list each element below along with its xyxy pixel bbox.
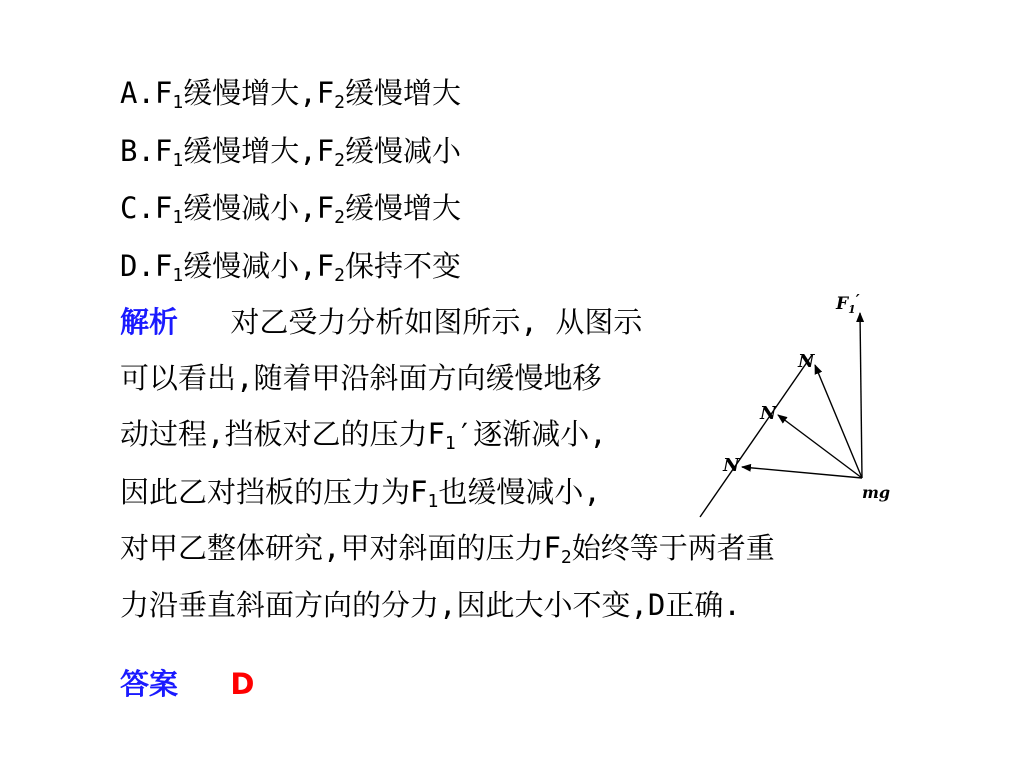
option-text: 缓慢增大 (345, 191, 462, 225)
analysis-line-6 (120, 585, 741, 625)
force-subscript: 2 (334, 92, 346, 113)
incline-line (700, 355, 812, 517)
option-text: 缓慢增大, (183, 134, 317, 168)
analysis-label: 解析 (120, 305, 179, 339)
analysis-text: ′逐渐减小, (455, 417, 607, 451)
n-label: N (760, 403, 777, 424)
option-text: 缓慢增大 (345, 76, 462, 110)
force-symbol: F (154, 134, 173, 168)
option-text: 缓慢增大, (183, 76, 317, 110)
f1-prime-vector (860, 313, 862, 478)
option-b (120, 131, 461, 171)
analysis-text: 始终等于两者重 (571, 531, 775, 565)
force-symbol: F (316, 191, 335, 225)
mg-label: mg (862, 483, 891, 502)
force-subscript: 1 (444, 433, 456, 454)
force-symbol: F (154, 249, 173, 283)
analysis-text: 力沿垂直斜面方向的分力,因此大小不变,D正确. (120, 588, 741, 622)
force-subscript: 1 (427, 491, 439, 512)
option-letter: B. (120, 134, 155, 168)
option-letter: D. (120, 249, 155, 283)
answer-value: D (230, 667, 255, 701)
analysis-line-2 (120, 358, 601, 398)
force-symbol: F (316, 134, 335, 168)
analysis-text: 动过程,挡板对乙的压力F (120, 417, 445, 451)
n-label: N (723, 455, 740, 476)
option-c (120, 188, 461, 228)
analysis-line-3 (120, 414, 607, 454)
f1-prime-label: $F_1'$ (836, 291, 860, 316)
option-letter: C. (120, 191, 155, 225)
analysis-text: 对乙受力分析如图所示, 从图示 (230, 305, 643, 339)
analysis-text: 对甲乙整体研究,甲对斜面的压力F (120, 531, 561, 565)
option-letter: A. (120, 76, 155, 110)
force-subscript: 2 (334, 265, 346, 286)
force-symbol: F (316, 249, 335, 283)
answer-line (120, 664, 254, 704)
force-subscript: 1 (172, 265, 184, 286)
force-subscript: 2 (334, 207, 346, 228)
option-text: 保持不变 (345, 249, 462, 283)
option-text: 缓慢减小, (183, 249, 317, 283)
analysis-text: 因此乙对挡板的压力为F (120, 475, 428, 509)
force-subscript: 2 (334, 150, 346, 171)
force-diagram (690, 285, 920, 525)
force-symbol: F (154, 76, 173, 110)
analysis-line-1 (120, 302, 642, 342)
normal-force-vector (742, 467, 862, 478)
option-text: 缓慢减小, (183, 191, 317, 225)
option-text: 缓慢减小 (345, 134, 462, 168)
force-subscript: 1 (172, 92, 184, 113)
analysis-text: 可以看出,随着甲沿斜面方向缓慢地移 (120, 361, 602, 395)
analysis-line-5 (120, 528, 775, 568)
force-subscript: 2 (560, 547, 572, 568)
force-subscript: 1 (172, 207, 184, 228)
force-symbol: F (316, 76, 335, 110)
answer-label: 答案 (120, 667, 179, 701)
force-subscript: 1 (172, 150, 184, 171)
option-a (120, 73, 461, 113)
option-d (120, 246, 461, 286)
n-label: N (798, 351, 815, 372)
analysis-text: 也缓慢减小, (438, 475, 601, 509)
analysis-line-4 (120, 472, 601, 512)
force-symbol: F (154, 191, 173, 225)
